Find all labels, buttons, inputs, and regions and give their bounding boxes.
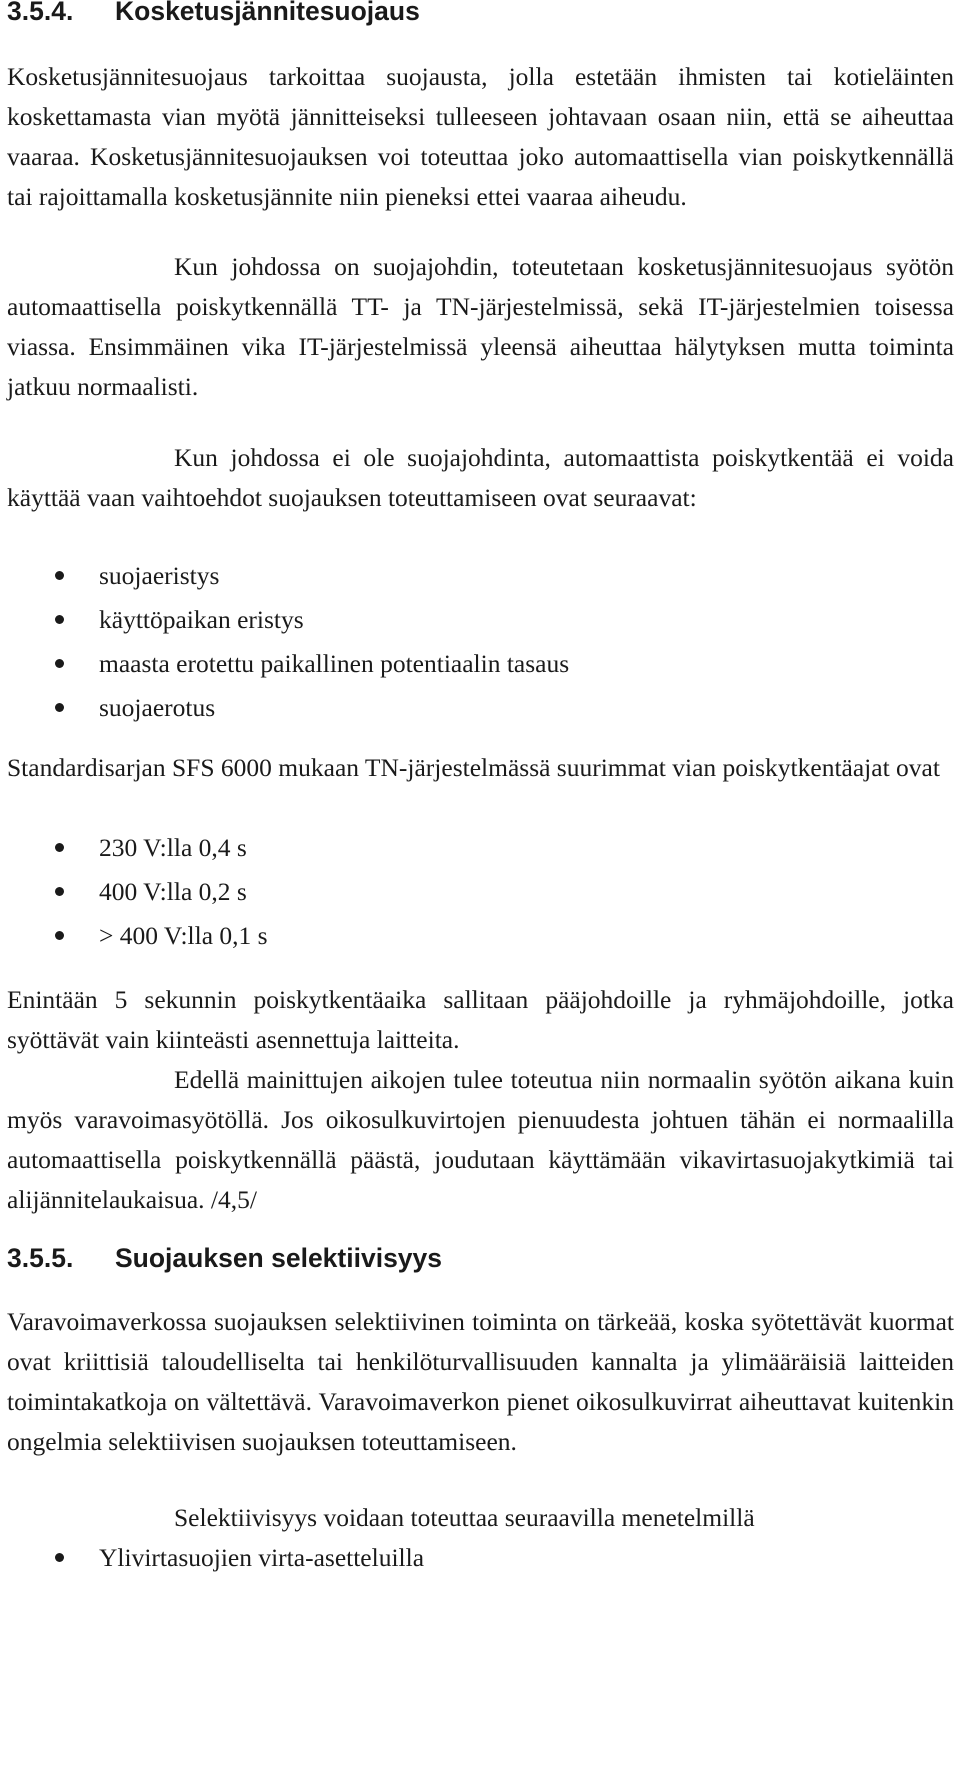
paragraph: Kosketusjännitesuojaus tarkoittaa suojausta, jolla estetään ihmisten tai kotieläinten koskettamasta vian myötä jännitteiseksi tulleeseen johtavaan osaan niin, että se aiheuttaa vaaraa. Kosketusjännitesuojauksen voi toteuttaa joko automaattisella vian poiskytkennällä tai rajoittamalla kosketusjännite niin pieneksi ettei vaaraa aiheudu. [7,62,954,211]
paragraph: Enintään 5 sekunnin poiskytkentäaika sallitaan pääjohdoille ja ryhmäjohdoille, jotka syöttävät vain kiinteästi asennettuja laitteita. [7,985,954,1054]
bullet-icon [55,659,64,668]
bullet-icon [55,703,64,712]
section-number: 3.5.5. [7,1243,74,1273]
paragraph: Varavoimaverkossa suojauksen selektiivinen toiminta on tärkeää, koska syötettävät kuormat ovat kriittisiä taloudelliselta tai henkilöturvallisuuden kannalta ja ylimääräisiä laitteiden toimintakatkoja on vältettävä. Varavoimaverkon pienet oikosulkuvirrat aiheuttavat kuitenkin ongelmia selektiivisen suojauksen toteuttamiseen. [7,1307,954,1456]
section-number: 3.5.4. [7,0,74,26]
methods-intro: Selektiivisyys voidaan toteuttaa seuraavilla menetelmillä [174,1503,755,1532]
bullet-icon [55,615,64,624]
list-item: 400 V:lla 0,2 s [7,870,954,914]
paragraph: Kun johdossa on suojajohdin, toteutetaan kosketusjännitesuojaus syötön automaattisella poiskytkennällä TT- ja TN-järjestelmissä, sekä IT-järjestelmien toisessa viassa. Ensimmäinen vika IT-järjestelmissä yleensä aiheuttaa hälytyksen mutta toiminta jatkuu normaalisti. [7,252,954,401]
list-item: > 400 V:lla 0,1 s [7,914,954,958]
section-heading-3-5-5 [7,1243,442,1273]
disconnection-times-list [7,826,954,958]
selectivity-methods-list [7,1536,954,1580]
section-title: Kosketusjännitesuojaus [115,0,420,26]
bullet-icon [55,843,64,852]
list-item: Ylivirtasuojien virta-asetteluilla [7,1536,954,1580]
bullet-icon [55,571,64,580]
paragraph: Standardisarjan SFS 6000 mukaan TN-järjestelmässä suurimmat vian poiskytkentäajat ovat [7,753,940,782]
bullet-icon [55,887,64,896]
bullet-icon [55,931,64,940]
section-title: Suojauksen selektiivisyys [115,1243,443,1273]
paragraph: Edellä mainittujen aikojen tulee toteutua niin normaalin syötön aikana kuin myös varavoimasyötöllä. Jos oikosulkuvirtojen pienuudesta johtuen tähän ei normaalilla automaattisella poiskytkennällä päästä, joudutaan käyttämään vikavirtasuojakytkimiä tai alijännitelaukaisua. /4,5/ [7,1065,954,1214]
protection-options-list [7,554,954,730]
list-item: käyttöpaikan eristys [7,598,954,642]
list-item: 230 V:lla 0,4 s [7,826,954,870]
list-item: maasta erotettu paikallinen potentiaalin tasaus [7,642,954,686]
bullet-icon [55,1553,64,1562]
list-item: suojaeristys [7,554,954,598]
paragraph: Kun johdossa ei ole suojajohdinta, automaattista poiskytkentää ei voida käyttää vaan vaihtoehdot suojauksen toteuttamiseen ovat seuraavat: [7,443,954,512]
list-item: suojaerotus [7,686,954,730]
section-heading-3-5-4 [7,0,420,26]
